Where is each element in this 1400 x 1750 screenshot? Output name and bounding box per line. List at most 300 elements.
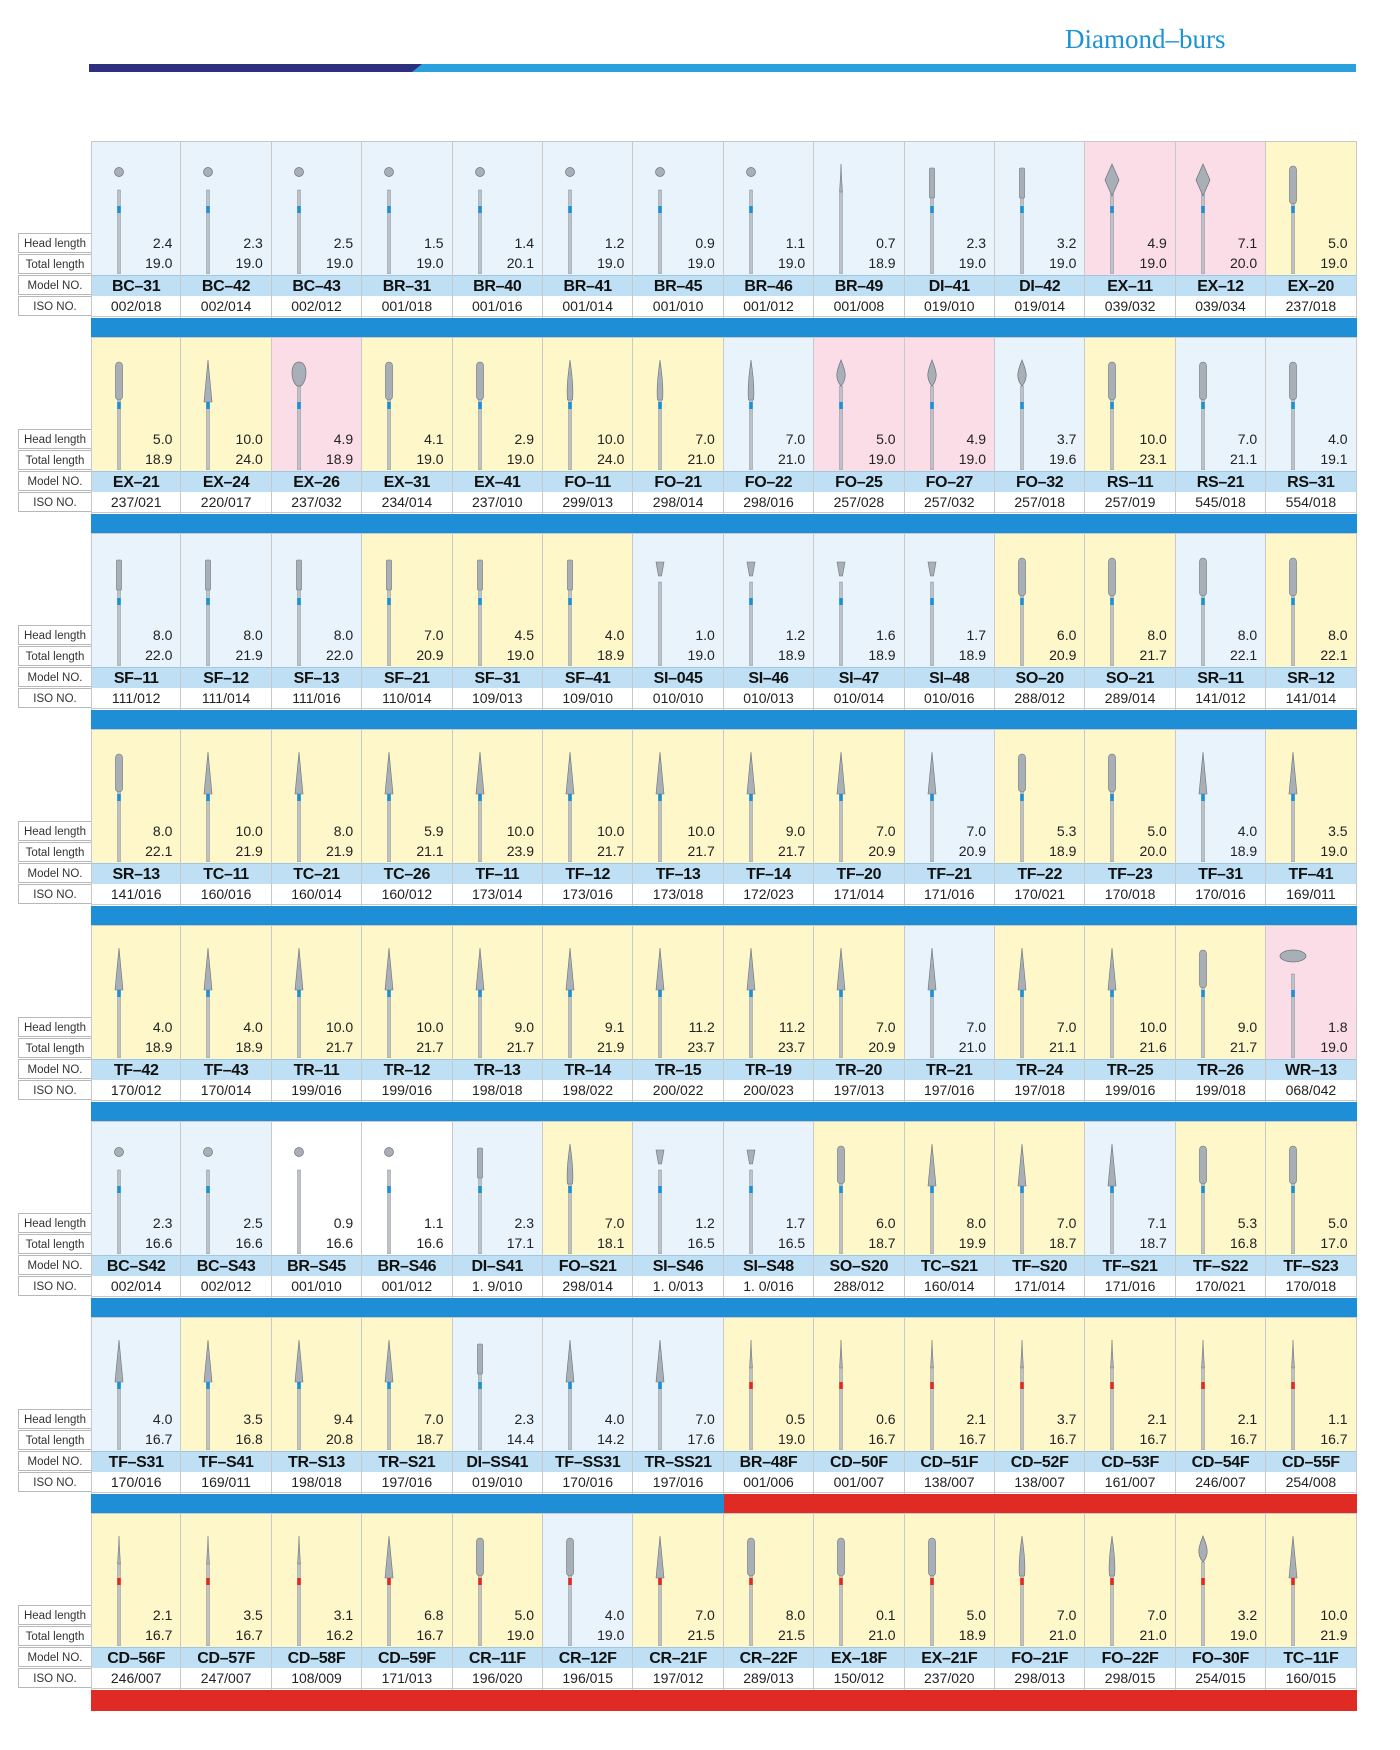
model-number: SF–31 — [453, 667, 542, 688]
bur-cell — [1176, 533, 1266, 711]
model-number: SI–S46 — [633, 1255, 722, 1276]
bur-cell — [995, 1317, 1085, 1495]
bur-cell — [1085, 533, 1175, 711]
model-number: EX–12 — [1176, 275, 1265, 296]
bur-image-area — [453, 141, 542, 275]
iso-number: 019/010 — [905, 296, 994, 317]
head-length-value: 10.0 — [687, 823, 715, 839]
iso-number: 019/010 — [453, 1472, 542, 1493]
bur-image-area — [1266, 1121, 1355, 1255]
total-length-value: 21.5 — [687, 1627, 715, 1643]
bur-cell — [272, 337, 362, 515]
model-number: FO–30F — [1176, 1647, 1265, 1668]
model-no-label: Model NO. — [18, 667, 91, 687]
model-number: TF–22 — [995, 863, 1084, 884]
model-number: TR–SS21 — [633, 1451, 722, 1472]
bur-cell — [1176, 729, 1266, 907]
model-number: TF–41 — [1266, 863, 1355, 884]
total-length-value: 21.0 — [687, 451, 715, 467]
bur-cell — [633, 729, 723, 907]
total-length-value: 16.7 — [1229, 1431, 1258, 1447]
head-length-value: 5.0 — [152, 431, 173, 447]
total-length-value: 20.9 — [1049, 647, 1077, 663]
bur-image-area — [905, 729, 994, 863]
total-length-value: 22.0 — [145, 647, 173, 663]
head-length-value: 7.0 — [1056, 1607, 1077, 1623]
total-length-value: 21.7 — [506, 1039, 534, 1055]
total-length-value: 21.9 — [325, 843, 354, 859]
model-number: BC–S43 — [181, 1255, 270, 1276]
head-length-value: 8.0 — [966, 1215, 986, 1231]
section-bar-blue — [91, 710, 1357, 731]
total-length-value: 16.5 — [687, 1235, 715, 1251]
head-length-value: 4.0 — [152, 1411, 173, 1427]
model-number: SI–46 — [724, 667, 813, 688]
bur-cells — [91, 141, 1357, 319]
row-labels — [18, 337, 92, 515]
bur-cell — [1085, 925, 1175, 1103]
iso-number: 001/010 — [633, 296, 722, 317]
bur-image-area — [995, 925, 1084, 1059]
head-length-value: 2.3 — [243, 235, 263, 251]
total-length-value: 20.9 — [416, 647, 444, 663]
bur-cell — [91, 337, 181, 515]
model-number: FO–27 — [905, 471, 994, 492]
bur-cell — [362, 1513, 452, 1691]
head-length-value: 7.0 — [966, 1019, 986, 1035]
bur-cell — [633, 141, 723, 319]
iso-number: 237/010 — [453, 492, 542, 513]
model-number: TF–S23 — [1266, 1255, 1355, 1276]
total-length-value: 16.7 — [145, 1627, 173, 1643]
total-length-value: 19.0 — [416, 255, 444, 271]
iso-number: 198/022 — [543, 1080, 632, 1101]
bur-image-area — [272, 141, 361, 275]
model-number: BC–31 — [92, 275, 180, 296]
total-length-value: 22.1 — [1229, 647, 1258, 663]
bur-cell — [181, 729, 271, 907]
bur-image-area — [633, 729, 722, 863]
total-length-value: 18.7 — [1049, 1235, 1077, 1251]
model-number: CD–57F — [181, 1647, 270, 1668]
bur-row — [0, 141, 1400, 337]
iso-number: 197/016 — [633, 1472, 722, 1493]
model-number: TR–13 — [453, 1059, 542, 1080]
bur-row — [0, 925, 1400, 1121]
bur-cell — [453, 1513, 543, 1691]
bur-image-area — [814, 925, 903, 1059]
head-length-value: 4.0 — [243, 1019, 263, 1035]
total-length-value: 18.9 — [958, 647, 986, 663]
bur-image-area — [1266, 1317, 1355, 1451]
bur-cell — [814, 1121, 904, 1299]
head-length-value: 1.2 — [695, 1215, 715, 1231]
bur-image-area — [362, 337, 451, 471]
iso-number: 198/018 — [272, 1472, 361, 1493]
bur-cell — [272, 1317, 362, 1495]
iso-number: 002/014 — [92, 1276, 180, 1297]
total-length-value: 23.9 — [506, 843, 534, 859]
bur-cell — [1176, 925, 1266, 1103]
head-length-value: 9.4 — [333, 1411, 354, 1427]
model-number: CD–54F — [1176, 1451, 1265, 1472]
bur-image-area — [814, 337, 903, 471]
bur-cell — [453, 1121, 543, 1299]
bur-cell — [814, 1317, 904, 1495]
head-length-value: 11.2 — [688, 1019, 715, 1035]
model-number: SR–13 — [92, 863, 180, 884]
iso-number: 001/012 — [362, 1276, 451, 1297]
iso-number: 197/018 — [995, 1080, 1084, 1101]
total-length-value: 21.1 — [1049, 1039, 1077, 1055]
iso-number: 1. 9/010 — [453, 1276, 542, 1297]
head-length-value: 4.0 — [604, 627, 625, 643]
head-length-value: 7.1 — [1147, 1215, 1167, 1231]
iso-number: 001/012 — [724, 296, 813, 317]
model-number: TF–43 — [181, 1059, 270, 1080]
head-length-value: 1.7 — [785, 1215, 806, 1231]
iso-number: 108/009 — [272, 1668, 361, 1689]
total-length-value: 17.0 — [1320, 1235, 1348, 1251]
model-number: SF–12 — [181, 667, 270, 688]
total-length-value: 16.6 — [235, 1235, 263, 1251]
total-length-value: 21.7 — [1229, 1039, 1258, 1055]
iso-number: 299/013 — [543, 492, 632, 513]
bur-cell — [453, 1317, 543, 1495]
iso-number: 010/014 — [814, 688, 903, 709]
bur-image-area — [1085, 1513, 1174, 1647]
iso-number: 002/012 — [272, 296, 361, 317]
total-length-value: 19.0 — [958, 451, 986, 467]
iso-number: 039/032 — [1085, 296, 1174, 317]
iso-number: 160/012 — [362, 884, 451, 905]
iso-number: 001/006 — [724, 1472, 813, 1493]
bur-image-area — [181, 1317, 270, 1451]
bur-cell — [1085, 1513, 1175, 1691]
bur-cell — [272, 729, 362, 907]
bur-cell — [453, 533, 543, 711]
total-length-value: 19.0 — [1320, 255, 1348, 271]
bur-cell — [724, 337, 814, 515]
iso-no-label: ISO NO. — [18, 296, 91, 316]
head-length-value: 5.0 — [876, 431, 896, 447]
total-length-value: 19.9 — [958, 1235, 986, 1251]
model-number: CR–12F — [543, 1647, 632, 1668]
bur-image-area — [272, 729, 361, 863]
bur-row — [0, 1121, 1400, 1317]
iso-number: 172/023 — [724, 884, 813, 905]
total-length-value: 19.0 — [416, 451, 444, 467]
model-number: CD–55F — [1266, 1451, 1355, 1472]
iso-number: 199/018 — [1176, 1080, 1265, 1101]
bur-image-area — [1176, 1317, 1265, 1451]
total-length-value: 17.1 — [506, 1235, 534, 1251]
total-length-label: Total length — [18, 842, 91, 862]
bur-cell — [905, 141, 995, 319]
iso-number: 257/032 — [905, 492, 994, 513]
head-length-value: 9.0 — [514, 1019, 534, 1035]
model-number: CR–21F — [633, 1647, 722, 1668]
head-length-value: 8.0 — [1328, 627, 1348, 643]
model-number: TR–19 — [724, 1059, 813, 1080]
total-length-value: 20.9 — [868, 843, 896, 859]
total-length-value: 22.1 — [1320, 647, 1348, 663]
total-length-value: 19.0 — [687, 255, 715, 271]
iso-number: 197/013 — [814, 1080, 903, 1101]
iso-number: 199/016 — [362, 1080, 451, 1101]
bur-cell — [91, 1317, 181, 1495]
bur-image-area — [543, 729, 632, 863]
model-number: TF–S20 — [995, 1255, 1084, 1276]
iso-number: 002/012 — [181, 1276, 270, 1297]
bur-cell — [181, 141, 271, 319]
model-number: BR–46 — [724, 275, 813, 296]
bur-image-area — [814, 533, 903, 667]
head-length-value: 7.0 — [966, 823, 986, 839]
head-length-value: 3.2 — [1237, 1607, 1258, 1623]
page-title: Diamond–burs — [1065, 24, 1226, 54]
iso-no-label: ISO NO. — [18, 884, 91, 904]
model-number: TF–21 — [905, 863, 994, 884]
head-length-label: Head length — [18, 1213, 91, 1233]
head-length-value: 0.1 — [876, 1607, 896, 1623]
bur-image-area — [181, 925, 270, 1059]
iso-number: 169/011 — [181, 1472, 270, 1493]
total-length-value: 16.6 — [325, 1235, 354, 1251]
head-length-value: 2.1 — [152, 1607, 173, 1623]
section-bar-blue — [91, 1494, 724, 1515]
total-length-value: 16.7 — [145, 1431, 173, 1447]
section-bar-blue — [91, 1102, 1357, 1123]
iso-number: 237/021 — [92, 492, 180, 513]
iso-number: 298/014 — [633, 492, 722, 513]
bur-image-area — [272, 337, 361, 471]
model-number: SO–21 — [1085, 667, 1174, 688]
bur-cell — [181, 925, 271, 1103]
total-length-value: 21.0 — [1049, 1627, 1077, 1643]
total-length-value: 19.0 — [325, 255, 354, 271]
bur-row — [0, 337, 1400, 533]
total-length-value: 21.7 — [325, 1039, 354, 1055]
iso-number: 171/014 — [995, 1276, 1084, 1297]
model-number: TR–S13 — [272, 1451, 361, 1472]
total-length-value: 18.7 — [416, 1431, 444, 1447]
total-length-value: 19.0 — [506, 647, 534, 663]
total-length-value: 19.0 — [1320, 1039, 1348, 1055]
head-length-value: 5.0 — [1147, 823, 1167, 839]
bur-image-area — [633, 925, 722, 1059]
bur-cell — [181, 1513, 271, 1691]
bur-image-area — [1085, 925, 1174, 1059]
head-length-value: 3.1 — [333, 1607, 354, 1623]
model-no-label: Model NO. — [18, 1059, 91, 1079]
bur-cell — [1266, 337, 1356, 515]
total-length-value: 18.7 — [1139, 1235, 1167, 1251]
iso-number: 196/020 — [453, 1668, 542, 1689]
bur-image-area — [724, 141, 813, 275]
bur-image-area — [272, 533, 361, 667]
total-length-value: 16.7 — [1139, 1431, 1167, 1447]
iso-number: 257/018 — [995, 492, 1084, 513]
bur-cell — [814, 533, 904, 711]
iso-number: 298/014 — [543, 1276, 632, 1297]
iso-number: 010/013 — [724, 688, 813, 709]
total-length-value: 21.1 — [416, 843, 444, 859]
total-length-label: Total length — [18, 1430, 91, 1450]
bur-cell — [1266, 1317, 1356, 1495]
iso-number: 173/016 — [543, 884, 632, 905]
bur-cell — [543, 925, 633, 1103]
model-number: FO–25 — [814, 471, 903, 492]
bur-image-area — [1266, 141, 1355, 275]
bur-cell — [995, 1121, 1085, 1299]
bur-cell — [1176, 141, 1266, 319]
total-length-value: 19.0 — [597, 255, 625, 271]
iso-number: 141/014 — [1266, 688, 1355, 709]
iso-number: 141/016 — [92, 884, 180, 905]
total-length-value: 20.9 — [868, 1039, 896, 1055]
head-length-value: 2.3 — [514, 1215, 534, 1231]
head-length-value: 10.0 — [1139, 1019, 1167, 1035]
total-length-value: 19.0 — [235, 255, 263, 271]
total-length-value: 21.9 — [1320, 1627, 1348, 1643]
row-labels — [18, 1513, 92, 1691]
head-length-value: 7.0 — [876, 823, 896, 839]
bur-cell — [91, 1121, 181, 1299]
bur-image-area — [1266, 337, 1355, 471]
iso-number: 246/007 — [1176, 1472, 1265, 1493]
iso-number: 200/022 — [633, 1080, 722, 1101]
model-number: TR–11 — [272, 1059, 361, 1080]
total-length-value: 21.0 — [868, 1627, 896, 1643]
head-length-value: 5.9 — [424, 823, 444, 839]
total-length-value: 18.9 — [325, 451, 354, 467]
bur-cell — [724, 141, 814, 319]
head-length-label: Head length — [18, 1409, 91, 1429]
head-length-value: 10.0 — [416, 1019, 444, 1035]
head-length-value: 4.9 — [333, 431, 354, 447]
section-bar-blue — [91, 514, 1357, 535]
bur-cell — [91, 1513, 181, 1691]
head-length-value: 2.5 — [333, 235, 354, 251]
head-length-value: 11.2 — [778, 1019, 806, 1035]
bur-image-area — [905, 925, 994, 1059]
iso-number: 160/015 — [1266, 1668, 1355, 1689]
bur-row — [0, 729, 1400, 925]
iso-number: 298/016 — [724, 492, 813, 513]
model-number: FO–22 — [724, 471, 813, 492]
iso-number: 111/014 — [181, 688, 270, 709]
bur-image-area — [814, 141, 903, 275]
total-length-value: 16.8 — [235, 1431, 263, 1447]
bur-image-area — [724, 729, 813, 863]
head-length-value: 3.2 — [1056, 235, 1077, 251]
head-length-value: 0.5 — [785, 1411, 806, 1427]
total-length-value: 21.9 — [235, 843, 263, 859]
bur-image-area — [181, 1121, 270, 1255]
iso-number: 001/016 — [453, 296, 542, 317]
head-length-value: 2.1 — [1147, 1411, 1167, 1427]
head-length-value: 1.2 — [785, 627, 806, 643]
head-length-value: 4.0 — [1328, 431, 1348, 447]
model-number: TR–26 — [1176, 1059, 1265, 1080]
bur-cell — [91, 141, 181, 319]
bur-cell — [181, 1121, 271, 1299]
bur-cell — [1266, 1121, 1356, 1299]
bur-image-area — [633, 1513, 722, 1647]
bur-cell — [362, 337, 452, 515]
head-length-value: 10.0 — [1139, 431, 1167, 447]
head-length-value: 1.8 — [1328, 1019, 1348, 1035]
bur-image-area — [272, 1513, 361, 1647]
model-number: SO–S20 — [814, 1255, 903, 1276]
bur-cell — [724, 533, 814, 711]
bur-cell — [905, 1513, 995, 1691]
iso-number: 160/016 — [181, 884, 270, 905]
bur-image-area — [362, 1121, 451, 1255]
head-length-value: 4.9 — [966, 431, 986, 447]
bur-image-area — [995, 337, 1084, 471]
bur-cell — [272, 1513, 362, 1691]
iso-number: 171/016 — [1085, 1276, 1174, 1297]
head-length-value: 7.0 — [1147, 1607, 1167, 1623]
total-length-value: 19.0 — [687, 647, 715, 663]
total-length-label: Total length — [18, 1234, 91, 1254]
head-length-label: Head length — [18, 429, 91, 449]
iso-number: 171/016 — [905, 884, 994, 905]
bur-image-area — [1176, 337, 1265, 471]
head-length-value: 4.0 — [604, 1411, 625, 1427]
bur-cells — [91, 1317, 1357, 1495]
section-bar-red — [91, 1690, 1357, 1711]
model-number: RS–11 — [1085, 471, 1174, 492]
head-length-value: 7.0 — [785, 431, 806, 447]
model-number: TF–11 — [453, 863, 542, 884]
head-length-value: 8.0 — [333, 627, 354, 643]
bur-cell — [543, 337, 633, 515]
total-length-value: 16.7 — [1049, 1431, 1077, 1447]
total-length-value: 21.6 — [1139, 1039, 1167, 1055]
row-labels — [18, 1121, 92, 1299]
total-length-value: 16.7 — [416, 1627, 444, 1643]
bur-image-area — [633, 141, 722, 275]
head-length-value: 5.0 — [1328, 235, 1348, 251]
head-length-value: 8.0 — [152, 627, 173, 643]
head-length-value: 7.0 — [695, 1411, 715, 1427]
iso-number: 161/007 — [1085, 1472, 1174, 1493]
model-number: FO–32 — [995, 471, 1084, 492]
head-length-value: 5.3 — [1237, 1215, 1258, 1231]
head-length-value: 5.0 — [1328, 1215, 1348, 1231]
bur-cell — [814, 337, 904, 515]
total-length-value: 19.0 — [597, 1627, 625, 1643]
head-length-value: 6.8 — [424, 1607, 444, 1623]
iso-number: 246/007 — [92, 1668, 180, 1689]
total-length-value: 23.7 — [777, 1039, 806, 1055]
bur-cell — [814, 1513, 904, 1691]
iso-number: 173/014 — [453, 884, 542, 905]
bur-image-area — [92, 337, 180, 471]
total-length-value: 19.0 — [506, 451, 534, 467]
bur-cell — [362, 533, 452, 711]
bur-cell — [905, 729, 995, 907]
model-number: FO–21F — [995, 1647, 1084, 1668]
iso-number: 234/014 — [362, 492, 451, 513]
total-length-value: 19.0 — [506, 1627, 534, 1643]
bur-cell — [543, 1317, 633, 1495]
iso-number: 068/042 — [1266, 1080, 1355, 1101]
total-length-label: Total length — [18, 450, 91, 470]
